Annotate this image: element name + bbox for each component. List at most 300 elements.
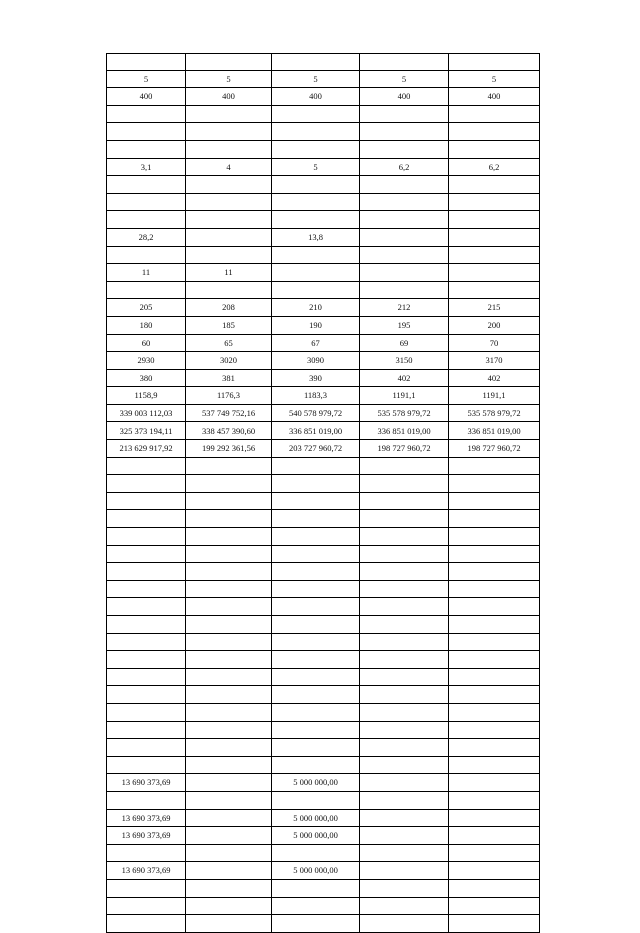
table-row (107, 492, 540, 510)
table-cell: 198 727 960,72 (449, 440, 540, 458)
table-cell: 338 457 390,60 (186, 422, 272, 440)
table-cell (272, 123, 360, 141)
table-row (107, 352, 540, 370)
table-cell (186, 809, 272, 827)
table-cell (272, 475, 360, 493)
table-cell (360, 686, 449, 704)
table-row (107, 70, 540, 88)
table-row (107, 404, 540, 422)
table-cell (449, 668, 540, 686)
data-table (106, 53, 540, 933)
table-cell: 5 000 000,00 (272, 827, 360, 845)
table-row (107, 158, 540, 176)
table-cell (186, 633, 272, 651)
table-cell (186, 492, 272, 510)
table-row (107, 211, 540, 229)
table-cell (360, 281, 449, 299)
table-cell: 13,8 (272, 228, 360, 246)
table-cell (449, 756, 540, 774)
table-row (107, 422, 540, 440)
table-cell: 215 (449, 299, 540, 317)
table-cell (272, 651, 360, 669)
table-row (107, 915, 540, 933)
table-row (107, 281, 540, 299)
table-cell (360, 721, 449, 739)
table-cell (360, 176, 449, 194)
table-cell: 208 (186, 299, 272, 317)
table-cell (449, 616, 540, 634)
table-cell (107, 211, 186, 229)
table-cell (186, 140, 272, 158)
table-cell (272, 193, 360, 211)
table-cell (107, 281, 186, 299)
table-cell (107, 739, 186, 757)
table-cell: 2930 (107, 352, 186, 370)
table-cell: 402 (360, 369, 449, 387)
table-cell (449, 492, 540, 510)
table-cell: 11 (186, 264, 272, 282)
table-cell (360, 457, 449, 475)
table-cell: 6,2 (360, 158, 449, 176)
table-cell (449, 862, 540, 880)
table-cell (360, 510, 449, 528)
table-cell (186, 739, 272, 757)
table-cell (186, 686, 272, 704)
table-cell (107, 457, 186, 475)
table-cell: 195 (360, 316, 449, 334)
table-cell (186, 580, 272, 598)
table-cell (272, 105, 360, 123)
table-cell: 3150 (360, 352, 449, 370)
table-cell: 400 (360, 88, 449, 106)
table-cell (360, 105, 449, 123)
table-cell: 5 000 000,00 (272, 862, 360, 880)
table-cell (449, 686, 540, 704)
table-row (107, 879, 540, 897)
table-cell (449, 457, 540, 475)
table-cell: 540 578 979,72 (272, 404, 360, 422)
table-cell (186, 862, 272, 880)
table-cell (360, 862, 449, 880)
table-cell (272, 739, 360, 757)
table-cell (449, 633, 540, 651)
table-cell (449, 140, 540, 158)
table-cell (186, 774, 272, 792)
table-cell (360, 827, 449, 845)
table-cell (107, 580, 186, 598)
table-cell: 212 (360, 299, 449, 317)
table-cell (360, 616, 449, 634)
table-row (107, 140, 540, 158)
table-cell: 185 (186, 316, 272, 334)
table-cell (449, 651, 540, 669)
table-cell: 3090 (272, 352, 360, 370)
table-cell (449, 510, 540, 528)
table-cell (449, 281, 540, 299)
table-cell (186, 475, 272, 493)
table-cell: 180 (107, 316, 186, 334)
table-cell (449, 809, 540, 827)
table-row (107, 54, 540, 71)
table-cell (449, 228, 540, 246)
table-cell (360, 774, 449, 792)
table-cell (360, 140, 449, 158)
table-cell: 190 (272, 316, 360, 334)
table-row (107, 774, 540, 792)
table-cell: 400 (186, 88, 272, 106)
table-cell (186, 528, 272, 546)
table-row (107, 686, 540, 704)
table-cell (360, 580, 449, 598)
table-cell (272, 264, 360, 282)
table-cell: 198 727 960,72 (360, 440, 449, 458)
table-cell (107, 651, 186, 669)
table-row (107, 563, 540, 581)
table-cell (360, 844, 449, 862)
table-cell (186, 193, 272, 211)
table-row (107, 123, 540, 141)
table-row (107, 369, 540, 387)
table-cell (272, 545, 360, 563)
table-cell: 65 (186, 334, 272, 352)
table-cell: 325 373 194,11 (107, 422, 186, 440)
table-cell (107, 528, 186, 546)
table-cell (272, 879, 360, 897)
table-row (107, 809, 540, 827)
table-cell (272, 246, 360, 264)
table-cell (272, 140, 360, 158)
table-row (107, 264, 540, 282)
table-cell (186, 457, 272, 475)
table-row (107, 668, 540, 686)
table-cell (186, 915, 272, 933)
table-cell: 336 851 019,00 (360, 422, 449, 440)
table-cell (186, 228, 272, 246)
table-cell (272, 686, 360, 704)
table-cell (449, 580, 540, 598)
table-cell (449, 897, 540, 915)
table-cell: 210 (272, 299, 360, 317)
table-cell (449, 791, 540, 809)
table-cell (272, 897, 360, 915)
table-cell (186, 668, 272, 686)
table-cell: 6,2 (449, 158, 540, 176)
table-cell (272, 457, 360, 475)
table-cell (107, 105, 186, 123)
table-cell (272, 510, 360, 528)
table-cell (186, 703, 272, 721)
table-cell (107, 54, 186, 71)
table-row (107, 528, 540, 546)
table-cell (186, 211, 272, 229)
table-cell: 11 (107, 264, 186, 282)
table-cell (107, 756, 186, 774)
table-cell (107, 193, 186, 211)
table-cell: 402 (449, 369, 540, 387)
table-cell: 5 (272, 158, 360, 176)
table-cell (107, 563, 186, 581)
table-cell: 13 690 373,69 (107, 774, 186, 792)
table-cell: 70 (449, 334, 540, 352)
table-cell (449, 475, 540, 493)
table-cell (107, 703, 186, 721)
table-cell: 400 (449, 88, 540, 106)
table-cell: 1158,9 (107, 387, 186, 405)
table-row (107, 862, 540, 880)
table-cell (360, 475, 449, 493)
table-row (107, 545, 540, 563)
table-cell (107, 633, 186, 651)
table-cell: 203 727 960,72 (272, 440, 360, 458)
table-cell (272, 721, 360, 739)
table-cell (107, 897, 186, 915)
table-cell (186, 721, 272, 739)
table-cell (272, 580, 360, 598)
table-cell: 380 (107, 369, 186, 387)
table-cell (107, 140, 186, 158)
table-cell (360, 211, 449, 229)
table-cell (186, 123, 272, 141)
table-cell: 67 (272, 334, 360, 352)
table-cell (186, 897, 272, 915)
table-cell: 336 851 019,00 (272, 422, 360, 440)
table-row (107, 88, 540, 106)
table-row (107, 387, 540, 405)
table-cell: 213 629 917,92 (107, 440, 186, 458)
table-cell (449, 105, 540, 123)
table-cell: 3,1 (107, 158, 186, 176)
table-row (107, 246, 540, 264)
table-cell (107, 686, 186, 704)
table-cell (449, 545, 540, 563)
table-cell (449, 721, 540, 739)
table-cell: 13 690 373,69 (107, 862, 186, 880)
table-cell (107, 721, 186, 739)
table-cell (186, 281, 272, 299)
table-row (107, 510, 540, 528)
table-cell (360, 897, 449, 915)
table-cell (107, 123, 186, 141)
table-cell (186, 756, 272, 774)
table-cell: 339 003 112,03 (107, 404, 186, 422)
table-cell: 5 000 000,00 (272, 774, 360, 792)
table-cell (360, 246, 449, 264)
table-row (107, 176, 540, 194)
table-row (107, 721, 540, 739)
table-cell: 69 (360, 334, 449, 352)
table-cell (272, 915, 360, 933)
table-row (107, 105, 540, 123)
table-row (107, 580, 540, 598)
table-cell: 3170 (449, 352, 540, 370)
table-row (107, 651, 540, 669)
table-cell: 13 690 373,69 (107, 809, 186, 827)
table-cell (449, 598, 540, 616)
table-cell (272, 211, 360, 229)
table-cell: 28,2 (107, 228, 186, 246)
table-row (107, 598, 540, 616)
table-cell (272, 616, 360, 634)
table-cell (107, 879, 186, 897)
table-cell (186, 545, 272, 563)
table-row (107, 228, 540, 246)
table-cell (186, 791, 272, 809)
table-cell (449, 54, 540, 71)
table-cell: 390 (272, 369, 360, 387)
table-cell: 5 (360, 70, 449, 88)
table-cell: 535 578 979,72 (360, 404, 449, 422)
table-cell (107, 616, 186, 634)
table-cell (107, 598, 186, 616)
table-cell (186, 651, 272, 669)
table-cell: 1191,1 (449, 387, 540, 405)
table-cell (272, 176, 360, 194)
table-row (107, 316, 540, 334)
table-cell: 5 (107, 70, 186, 88)
table-cell (360, 703, 449, 721)
table-cell (186, 563, 272, 581)
table-cell (186, 105, 272, 123)
table-cell (449, 739, 540, 757)
table-row (107, 827, 540, 845)
table-cell (186, 616, 272, 634)
table-row (107, 440, 540, 458)
table-cell (107, 475, 186, 493)
table-cell (449, 879, 540, 897)
table-cell (360, 123, 449, 141)
table-cell (360, 809, 449, 827)
table-cell: 13 690 373,69 (107, 827, 186, 845)
table-row (107, 334, 540, 352)
table-cell (449, 264, 540, 282)
table-cell (107, 668, 186, 686)
table-cell (272, 54, 360, 71)
table-cell (449, 211, 540, 229)
table-cell: 5 (272, 70, 360, 88)
table-cell: 5 (186, 70, 272, 88)
table-cell (107, 246, 186, 264)
table-cell (449, 844, 540, 862)
table-cell (107, 545, 186, 563)
table-row (107, 616, 540, 634)
table-cell (107, 915, 186, 933)
table-cell (272, 756, 360, 774)
table-row (107, 739, 540, 757)
table-cell: 400 (272, 88, 360, 106)
table-cell (186, 879, 272, 897)
table-cell (186, 598, 272, 616)
table-cell (360, 563, 449, 581)
table-cell (360, 668, 449, 686)
table-row (107, 299, 540, 317)
table-cell (449, 774, 540, 792)
table-cell (272, 668, 360, 686)
table-cell (186, 246, 272, 264)
table-cell (360, 228, 449, 246)
table-cell (272, 563, 360, 581)
table-cell: 199 292 361,56 (186, 440, 272, 458)
table-cell (449, 915, 540, 933)
table-cell (186, 510, 272, 528)
table-row (107, 457, 540, 475)
table-cell (360, 915, 449, 933)
table-cell (360, 633, 449, 651)
table-row (107, 633, 540, 651)
table-cell: 537 749 752,16 (186, 404, 272, 422)
table-cell (272, 844, 360, 862)
table-cell (449, 193, 540, 211)
table-cell: 535 578 979,72 (449, 404, 540, 422)
table-cell (107, 844, 186, 862)
table-cell (186, 844, 272, 862)
table-cell: 205 (107, 299, 186, 317)
table-cell (449, 123, 540, 141)
table-cell: 400 (107, 88, 186, 106)
table-cell (360, 791, 449, 809)
table-row (107, 756, 540, 774)
table-cell: 5 000 000,00 (272, 809, 360, 827)
table-cell (360, 528, 449, 546)
table-cell (272, 791, 360, 809)
table-row (107, 791, 540, 809)
table-body (107, 54, 540, 933)
table-cell: 5 (449, 70, 540, 88)
table-cell (107, 176, 186, 194)
table-cell: 1176,3 (186, 387, 272, 405)
table-cell (272, 492, 360, 510)
table-cell (449, 827, 540, 845)
table-cell (360, 492, 449, 510)
table-cell (107, 492, 186, 510)
table-cell (186, 176, 272, 194)
table-cell (449, 528, 540, 546)
table-cell (107, 510, 186, 528)
table-cell (360, 651, 449, 669)
table-cell (272, 598, 360, 616)
table-cell (360, 54, 449, 71)
table-cell: 1191,1 (360, 387, 449, 405)
table-row (107, 475, 540, 493)
table-cell (449, 563, 540, 581)
table-row (107, 703, 540, 721)
table-cell: 1183,3 (272, 387, 360, 405)
table-cell (449, 176, 540, 194)
table-cell (360, 264, 449, 282)
table-cell (360, 193, 449, 211)
table-cell (449, 246, 540, 264)
table-cell: 4 (186, 158, 272, 176)
table-cell: 336 851 019,00 (449, 422, 540, 440)
table-cell (449, 703, 540, 721)
table-cell (107, 791, 186, 809)
table-cell (360, 545, 449, 563)
table-row (107, 897, 540, 915)
table-cell (272, 528, 360, 546)
table-cell (272, 703, 360, 721)
table-cell: 200 (449, 316, 540, 334)
table-cell: 3020 (186, 352, 272, 370)
table-cell (186, 827, 272, 845)
table-cell (272, 633, 360, 651)
table-cell (360, 879, 449, 897)
table-row (107, 193, 540, 211)
table-row (107, 844, 540, 862)
table-cell (360, 739, 449, 757)
table-cell: 381 (186, 369, 272, 387)
table-cell (272, 281, 360, 299)
table-cell (360, 756, 449, 774)
table-cell (186, 54, 272, 71)
